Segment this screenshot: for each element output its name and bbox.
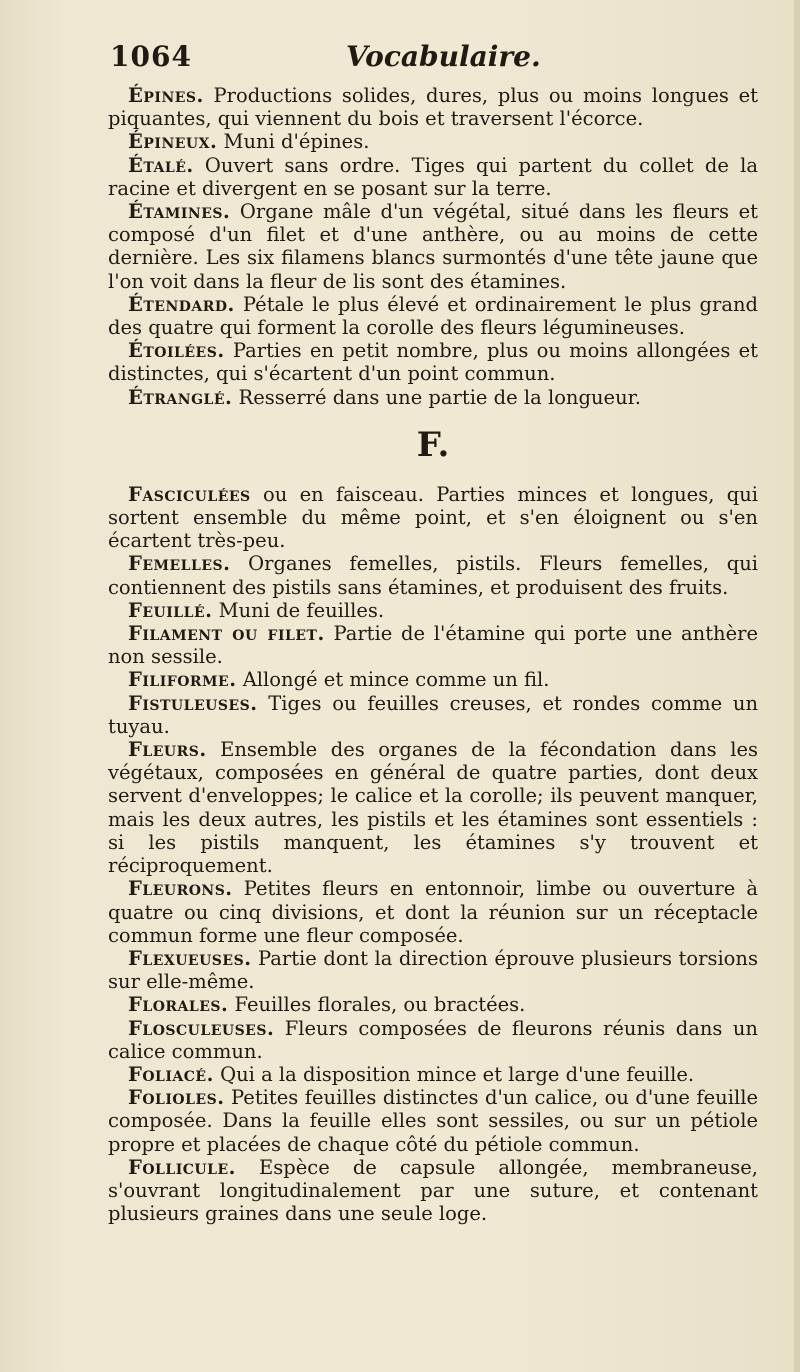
entry-term: Foliacé. xyxy=(128,1062,214,1086)
vocabulary-entry xyxy=(108,84,758,130)
entry-definition: Tiges ou feuilles creuses, et rondes comme un tuyau. xyxy=(108,691,758,738)
entry-term: Étendard. xyxy=(128,292,235,316)
entry-term: Follicule. xyxy=(128,1155,236,1179)
entry-term: Épineux. xyxy=(128,130,218,154)
entry-definition: Feuilles florales, ou bractées. xyxy=(228,993,526,1017)
entry-term: Femelles. xyxy=(128,552,231,576)
vocabulary-entry xyxy=(108,293,758,339)
vocabulary-entry xyxy=(108,1086,758,1156)
entry-term: Fleurons. xyxy=(128,877,233,901)
entry-term: Fleurs. xyxy=(128,738,207,762)
entry-term: Étamines. xyxy=(128,200,231,224)
entry-term: Filiforme. xyxy=(128,668,237,692)
vocabulary-entry xyxy=(108,877,758,947)
entries-letter-f xyxy=(108,483,758,1226)
entry-term: Filament ou filet. xyxy=(128,622,325,646)
page-number: 1064 xyxy=(110,40,192,73)
vocabulary-entry xyxy=(108,200,758,293)
entry-definition: Fleurs composées de fleurons réunis dans un calice commun. xyxy=(108,1016,758,1063)
entry-term: Flosculeuses. xyxy=(128,1016,275,1040)
entry-definition: Espèce de capsule allongée, membraneuse, s'ouvrant longitudinalement par une suture, et contenant plusieurs graines dans une seule loge. xyxy=(108,1155,758,1226)
entry-term: Florales. xyxy=(128,993,229,1017)
entry-term: Flexueuses. xyxy=(128,946,252,970)
entry-definition: Partie de l'étamine qui porte une anthère non sessile. xyxy=(108,622,758,669)
entry-definition: Qui a la disposition mince et large d'une feuille. xyxy=(213,1062,695,1086)
vocabulary-entry xyxy=(108,738,758,877)
vocabulary-entry xyxy=(108,552,758,598)
entry-term: Folioles. xyxy=(128,1086,225,1110)
entry-definition: Organe mâle d'un végétal, situé dans les fleurs et composé d'un filet et d'une anthère, ou au moins de cette dernière. Les six filamens blancs surmontés d'une tête jaune que l'on voit dans la fleur de lis sont des étamines. xyxy=(108,200,758,293)
entry-definition: Resserré dans une partie de la longueur. xyxy=(232,385,642,409)
vocabulary-entry xyxy=(108,130,758,153)
page-edge xyxy=(794,0,800,1372)
entry-definition: Parties en petit nombre, plus ou moins allongées et distinctes, qui s'écartent d'un point commun. xyxy=(108,339,758,386)
entry-term: Fasciculées xyxy=(128,482,251,506)
vocabulary-entry xyxy=(108,622,758,668)
entry-term: Étranglé. xyxy=(128,385,233,409)
entry-definition: Pétale le plus élevé et ordinairement le plus grand des quatre qui forment la corolle des fleurs légumineuses. xyxy=(108,292,758,340)
entry-definition: Productions solides, dures, plus ou moins longues et piquantes, qui viennent du bois et traversent l'écorce. xyxy=(108,84,758,131)
entry-definition: Ouvert sans ordre. Tiges qui partent du collet de la racine et divergent en se posant sur la terre. xyxy=(108,153,758,200)
entry-term: Étalé. xyxy=(128,153,194,177)
entry-definition: Organes femelles, pistils. Fleurs femelles, qui contiennent des pistils sans étamines, et produisent des fruits. xyxy=(108,552,758,599)
entry-definition: Muni de feuilles. xyxy=(212,598,385,622)
vocabulary-entry xyxy=(108,386,758,409)
entries-letter-e xyxy=(108,84,758,409)
entry-definition: Partie dont la direction éprouve plusieurs torsions sur elle-même. xyxy=(108,946,758,994)
entry-term: Feuillé. xyxy=(128,598,213,622)
vocabulary-entry xyxy=(108,947,758,993)
vocabulary-entry xyxy=(108,993,758,1016)
vocabulary-entry xyxy=(108,339,758,385)
vocabulary-entry xyxy=(108,692,758,738)
running-title: Vocabulaire. xyxy=(346,40,541,73)
entry-term: Étoilées. xyxy=(128,339,225,363)
entry-definition: ou en faisceau. Parties minces et longues, qui sortent ensemble du même point, et s'en éloignent ou s'en écartent très-peu. xyxy=(108,482,758,553)
entry-term: Épines. xyxy=(128,84,204,107)
section-letter: F. xyxy=(416,424,450,465)
entry-definition: Allongé et mince comme un fil. xyxy=(236,668,550,692)
running-header xyxy=(110,40,760,84)
vocabulary-entry xyxy=(108,668,758,691)
vocabulary-entry xyxy=(108,1017,758,1063)
vocabulary-entry xyxy=(108,483,758,553)
entry-definition: Petites feuilles distinctes d'un calice, ou d'une feuille composée. Dans la feuille elles sont sessiles, ou sur un pétiole propre et placées de chaque côté du pétiole commun. xyxy=(108,1086,758,1156)
vocabulary-entry xyxy=(108,1156,758,1226)
vocabulary-entry xyxy=(108,1063,758,1086)
entry-definition: Ensemble des organes de la fécondation dans les végétaux, composées en général de quatre parties, dont deux servent d'enveloppes; le calice et la corolle; ils peuvent manquer, mais les deux autres, les pistils et les étamines sont essentiels : si les pistils manquent, les étamines s'y trouvent et réciproquement. xyxy=(108,738,758,878)
vocabulary-entries xyxy=(108,84,758,1225)
vocabulary-entry xyxy=(108,599,758,622)
entry-definition: Petites fleurs en entonnoir, limbe ou ouverture à quatre ou cinq divisions, et dont la réunion sur un réceptacle commun forme une fleur composée. xyxy=(108,877,758,947)
entry-term: Fistuleuses. xyxy=(128,691,258,715)
vocabulary-entry xyxy=(108,154,758,200)
entry-definition: Muni d'épines. xyxy=(217,130,370,154)
